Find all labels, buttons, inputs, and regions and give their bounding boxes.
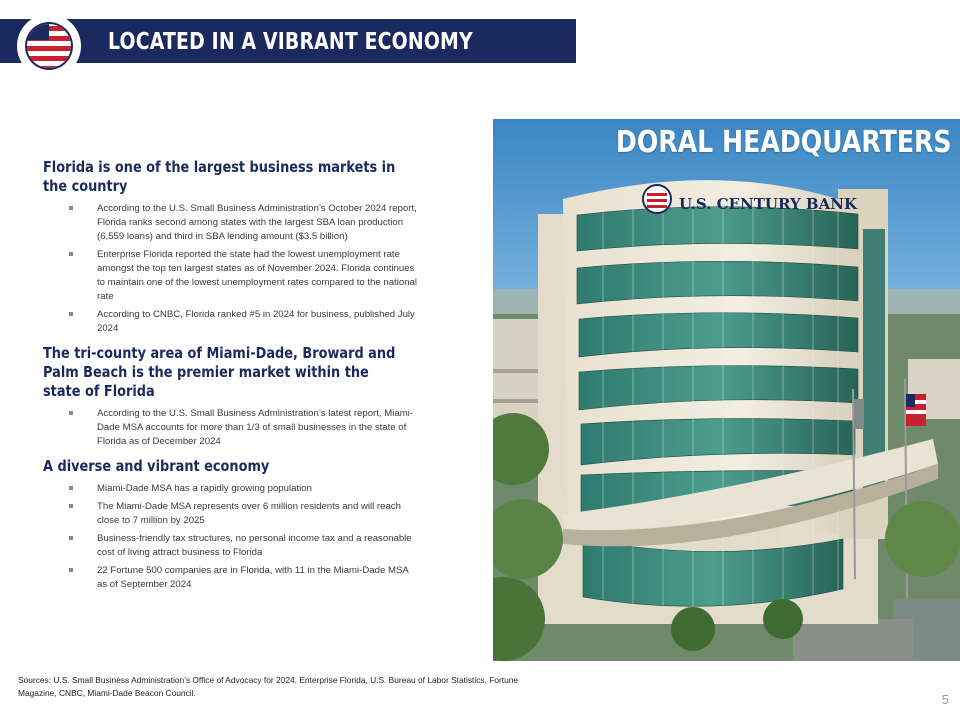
bullet-list xyxy=(43,482,443,592)
bullet-item: 22 Fortune 500 companies are in Florida, with 11 in the Miami-Dade MSA as of September 2024 xyxy=(43,564,419,592)
flag-globe-icon xyxy=(23,20,75,72)
bullet-item: The Miami-Dade MSA represents over 6 million residents and will reach close to 7 million by 2025 xyxy=(43,500,419,528)
building-sign: U.S. CENTURY BANK xyxy=(679,195,857,213)
section-heading: Florida is one of the largest business markets in the country xyxy=(43,158,396,195)
section-heading: The tri-county area of Miami-Dade, Broward and Palm Beach is the premier market within the state of Florida xyxy=(43,344,396,400)
headquarters-photo xyxy=(493,119,960,661)
bullet-item: According to the U.S. Small Business Administration’s October 2024 report, Florida ranks second among states with the largest SBA loan production (6,559 loans) and third in SBA lending amount ($3.5 billion) xyxy=(43,202,419,244)
page-number: 5 xyxy=(941,692,949,707)
bullet-item: Business-friendly tax structures, no personal income tax and a reasonable cost of living attract business to Florida xyxy=(43,532,419,560)
bullet-list xyxy=(43,407,443,449)
bullet-item: Enterprise Florida reported the state had the lowest unemployment rate amongst the top ten largest states as of November 2024. Florida continues to maintain one of the lowest unemployment rates compared to the national rate xyxy=(43,248,419,304)
section-heading: A diverse and vibrant economy xyxy=(43,457,270,475)
bullet-item: Miami-Dade MSA has a rapidly growing population xyxy=(43,482,419,496)
page-title: LOCATED IN A VIBRANT ECONOMY xyxy=(108,29,473,55)
sources-footnote: Sources: U.S. Small Business Administration’s Office of Advocacy for 2024, Enterprise Florida, U.S. Bureau of Labor Statistics, Fortune Magazine, CNBC, Miami-Dade Beacon Council. xyxy=(18,675,519,698)
building-illustration xyxy=(493,119,960,661)
photo-title: DORAL HEADQUARTERS xyxy=(616,125,952,160)
content-column xyxy=(43,158,443,600)
bullet-item: According to the U.S. Small Business Administration’s latest report, Miami-Dade MSA accounts for more than 1/3 of small businesses in the state of Florida as of December 2024 xyxy=(43,407,419,449)
company-logo xyxy=(17,14,81,78)
bullet-list xyxy=(43,202,443,336)
bullet-item: According to CNBC, Florida ranked #5 in 2024 for business, published July 2024 xyxy=(43,308,419,336)
